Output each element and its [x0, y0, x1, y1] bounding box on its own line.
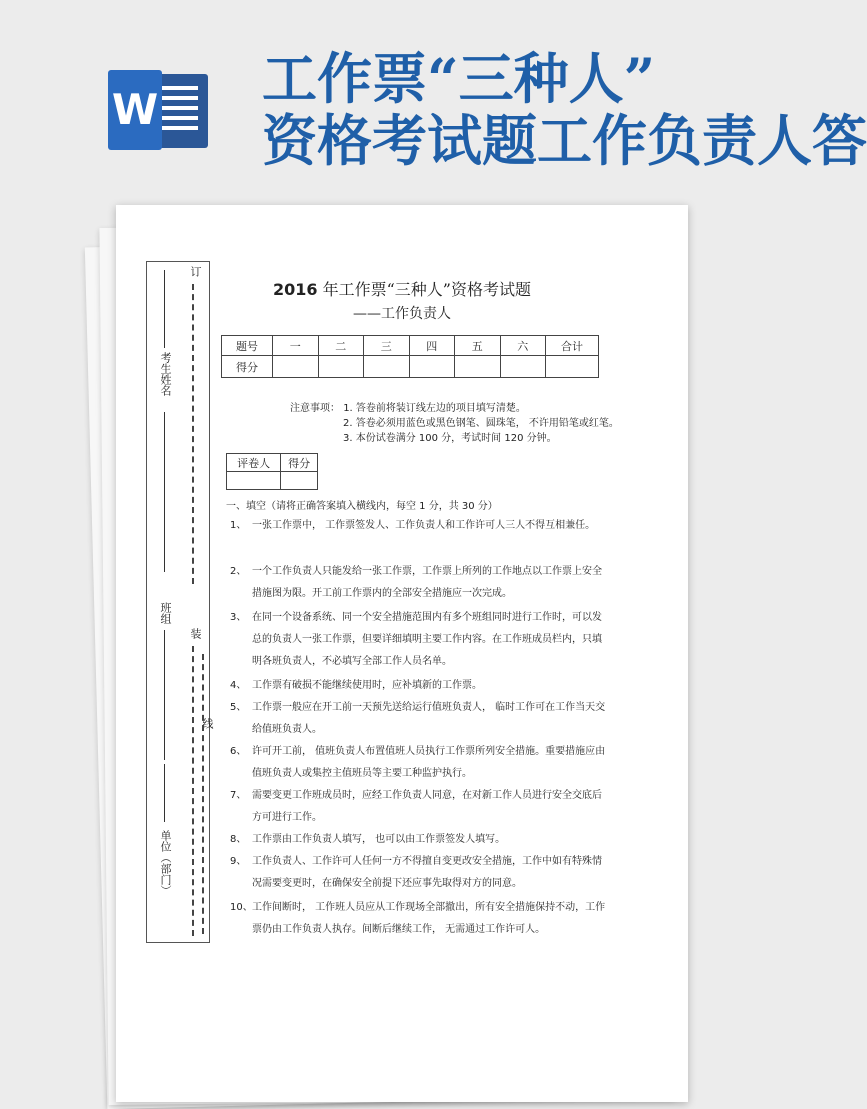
- question-number: 3、: [230, 612, 247, 623]
- binding-margin: [146, 261, 214, 943]
- question-number: 8、: [230, 834, 247, 845]
- question-text: 一张工作票中， 工作票签发人、工作负责人和工作许可人三人不得互相兼任。: [252, 520, 596, 531]
- notes-item: 2. 答卷必须用蓝色或黑色钢笔、圆珠笔， 不许用铅笔或红笔。: [343, 418, 619, 429]
- binding-mark-ding: 订: [189, 266, 202, 277]
- binding-mark-xian: 线: [201, 718, 214, 729]
- question-number: 2、: [230, 566, 247, 577]
- score-table: [221, 335, 599, 378]
- grader-header-row: [227, 454, 318, 472]
- score-cell: [546, 356, 599, 378]
- question-number: 9、: [230, 856, 247, 867]
- word-document-icon: [108, 70, 208, 150]
- word-icon-letter: W: [108, 70, 162, 150]
- notes-item: 3. 本份试卷满分 100 分，考试时间 120 分钟。: [343, 433, 557, 444]
- blank-line: [164, 764, 165, 822]
- score-cell: [318, 356, 364, 378]
- exam-year: 2016: [273, 280, 318, 299]
- score-header-cell: 一: [273, 336, 319, 356]
- question-number: 4、: [230, 680, 247, 691]
- exam-title-text: 年工作票“三种人”资格考试题: [317, 280, 531, 299]
- question-text: 工作票由工作负责人填写， 也可以由工作票签发人填写。: [252, 834, 506, 845]
- question-text: 在同一个设备系统、同一个安全措施范围内有多个班组同时进行工作时，可以发总的负责人一张工作票，但要详细填明主要工作内容。在工作班成员栏内，只填明各班负责人，不必填写全部工作人员名单。: [252, 612, 602, 667]
- score-header-cell: 六: [500, 336, 546, 356]
- banner-line-1: 工作票“三种人”: [262, 46, 656, 111]
- blank-line: [164, 412, 165, 572]
- question-text: 工作间断时， 工作班人员应从工作现场全部撤出，所有安全措施保持不动，工作票仍由工作负责人执存。间断后继续工作， 无需通过工作许可人。: [252, 902, 606, 935]
- score-header-cell: 题号: [222, 336, 273, 356]
- question-text: 工作票有破损不能继续使用时，应补填新的工作票。: [252, 680, 482, 691]
- grader-col-label: 得分: [281, 454, 318, 472]
- blank-line: [164, 630, 165, 760]
- section-1-heading: 一、填空（请将正确答案填入横线内，每空 1 分，共 30 分）: [226, 501, 498, 512]
- question-text: 工作票一般应在开工前一天预先送给运行值班负责人， 临时工作可在工作当天交给值班负责人。: [252, 702, 606, 735]
- label-team: 班组: [159, 602, 172, 624]
- question-text: 一个工作负责人只能发给一张工作票，工作票上所列的工作地点以工作票上安全措施图为限。开工前工作票内的全部安全措施应一次完成。: [252, 566, 602, 599]
- binding-mark-zhuang: 装: [189, 628, 202, 639]
- exam-sheet: [116, 205, 688, 1102]
- score-cell: [500, 356, 546, 378]
- notes-item: 1. 答卷前将装订线左边的项目填写清楚。: [343, 403, 526, 414]
- question-number: 7、: [230, 790, 247, 801]
- grader-table: [226, 453, 318, 490]
- score-header-cell: 二: [318, 336, 364, 356]
- score-header-cell: 合计: [546, 336, 599, 356]
- exam-notes: [290, 401, 619, 446]
- banner-line-2: 资格考试题工作负责人答: [262, 108, 867, 173]
- score-header-cell: 三: [364, 336, 410, 356]
- score-cell: [455, 356, 501, 378]
- binding-dashed-line: [192, 646, 194, 936]
- score-cell: [409, 356, 455, 378]
- question-text: 工作负责人、工作许可人任何一方不得擅自变更改安全措施，工作中如有特殊情况需要变更时，在确保安全前提下还应事先取得对方的同意。: [252, 856, 602, 889]
- exam-title: [116, 277, 688, 300]
- binding-dashed-line: [202, 654, 204, 934]
- notes-line-1: [290, 401, 619, 416]
- score-cell: [273, 356, 319, 378]
- binding-dashed-line: [192, 284, 194, 584]
- question-text: 许可开工前， 值班负责人布置值班人员执行工作票所列安全措施。重要措施应由值班负责人或集控主值班员等主要工种监护执行。: [252, 746, 606, 779]
- grader-row: [227, 472, 318, 490]
- label-unit: 单位（部门）: [159, 830, 172, 896]
- score-table-row: [222, 356, 599, 378]
- banner-title: [262, 46, 867, 173]
- question-number: 5、: [230, 702, 247, 713]
- grader-cell: [227, 472, 281, 490]
- notes-label: 注意事项：: [290, 403, 340, 414]
- grader-cell: [281, 472, 318, 490]
- score-row-label: 得分: [222, 356, 273, 378]
- score-header-cell: 五: [455, 336, 501, 356]
- score-cell: [364, 356, 410, 378]
- question-text: 需要变更工作班成员时，应经工作负责人同意，在对新工作人员进行安全交底后方可进行工作。: [252, 790, 602, 823]
- score-table-header-row: [222, 336, 599, 356]
- score-header-cell: 四: [409, 336, 455, 356]
- grader-col-label: 评卷人: [227, 454, 281, 472]
- question-number: 6、: [230, 746, 247, 757]
- question-number: 10、: [230, 902, 253, 913]
- exam-subtitle: ——工作负责人: [353, 306, 451, 322]
- question-number: 1、: [230, 520, 247, 531]
- label-candidate-name: 考生姓名: [159, 352, 172, 396]
